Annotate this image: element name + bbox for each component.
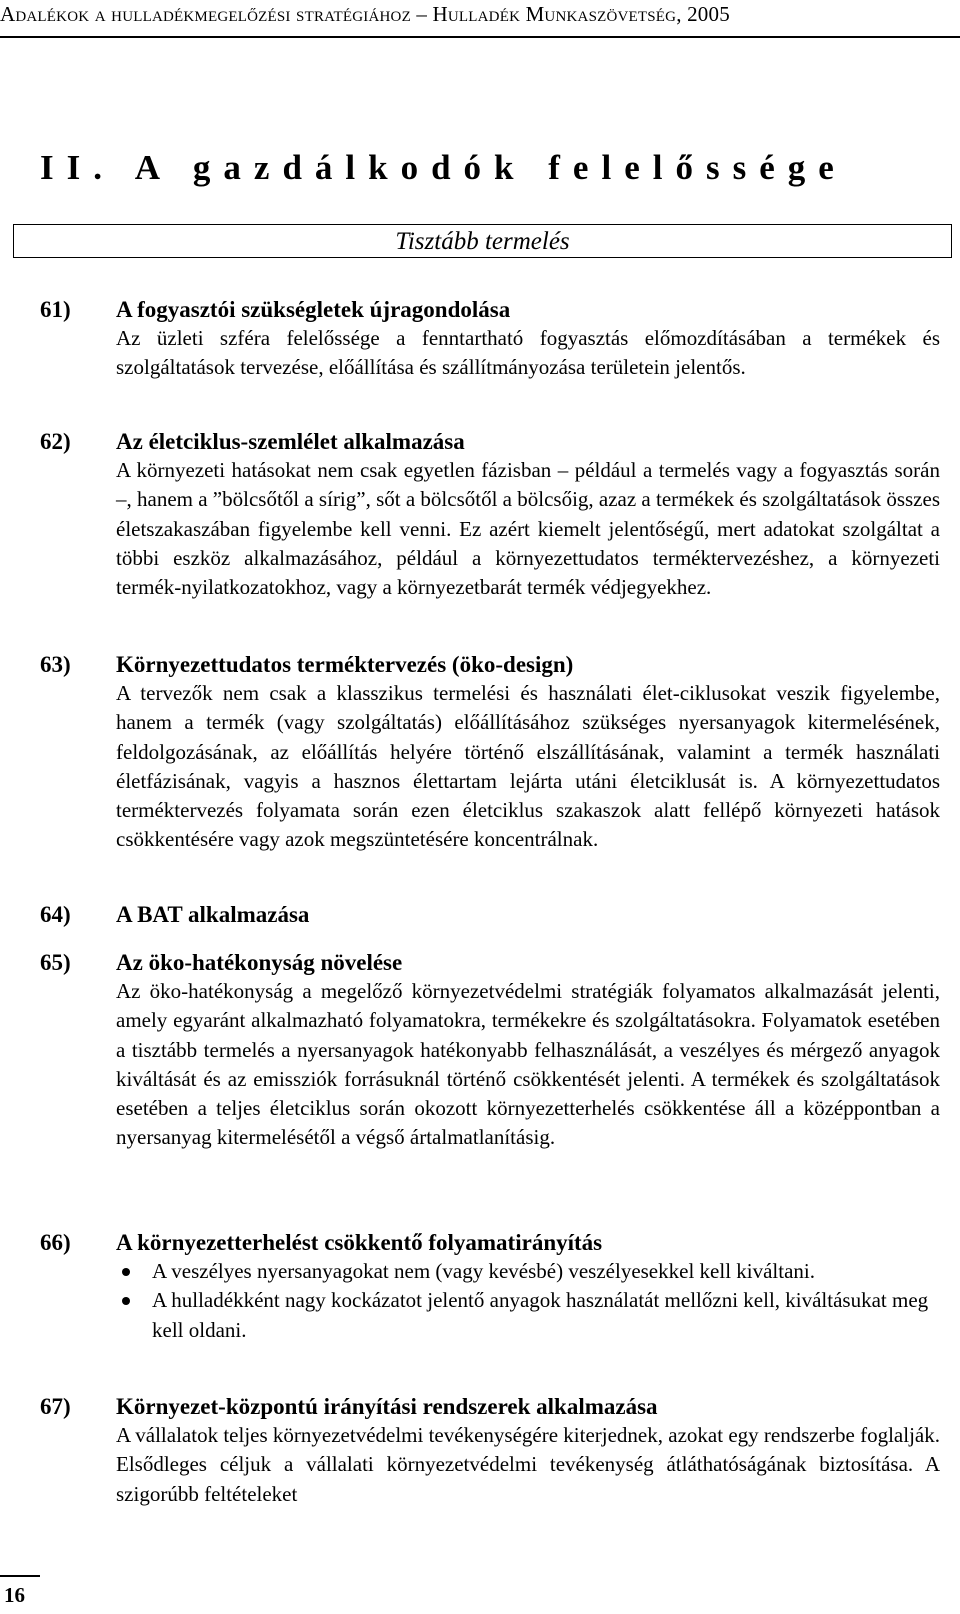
page-number-rule xyxy=(0,1575,40,1577)
item-heading: Az életciklus-szemlélet alkalmazása xyxy=(116,429,465,454)
item-number: 64) xyxy=(40,902,71,927)
item-number: 66) xyxy=(40,1230,71,1255)
section-title: Tisztább termelés xyxy=(395,228,570,255)
item-number: 63) xyxy=(40,652,71,677)
item-text: A vállalatok teljes környezetvédelmi tevékenységére kiterjednek, azokat egy rendszerbe foglalják. Elsődleges céljuk a vállalati környezetvédelmi tevékenység átláthatóságának biztosítása. A szigorúbb feltételeket xyxy=(116,1423,940,1506)
item-62 xyxy=(40,427,940,602)
item-text: Az üzleti szféra felelőssége a fenntartható fogyasztás előmozdításában a termékek és szolgáltatások tervezése, előállítása és szállítmányozása területein jelentős. xyxy=(116,326,940,380)
bullet-icon xyxy=(122,1268,130,1276)
bullet-item xyxy=(116,1257,940,1286)
item-number: 62) xyxy=(40,429,71,454)
item-66 xyxy=(40,1228,940,1345)
page-number: 16 xyxy=(4,1583,25,1607)
item-64 xyxy=(40,900,940,929)
item-heading: A környezetterhelést csökkentő folyamatirányítás xyxy=(116,1230,603,1255)
chapter-title: II. A gazdálkodók felelőssége xyxy=(40,148,847,187)
header-rule xyxy=(0,36,960,38)
item-text: A környezeti hatásokat nem csak egyetlen fázisban – például a termelés vagy a fogyasztás során –, hanem a ”bölcsőtől a sírig”, sőt a bölcsőtől a bölcsőig, azaz a termékek és szolgáltatások összes életszakaszában figyelembe kell venni. Ez azért kiemelt jelentőségű, mert adatokat szolgáltat a többi eszköz alkalmazásához, például a környezettudatos terméktervezéshez, a környezeti termék-nyilatkozatokhoz, vagy a környezetbarát termék védjegyekhez. xyxy=(116,458,940,600)
item-heading: Az öko-hatékonyság növelése xyxy=(116,950,403,975)
item-heading: Környezettudatos terméktervezés (öko-design) xyxy=(116,652,574,677)
item-heading: Környezet-központú irányítási rendszerek alkalmazása xyxy=(116,1394,658,1419)
item-number: 65) xyxy=(40,950,71,975)
bullet-list xyxy=(116,1257,940,1345)
item-text: A tervezők nem csak a klasszikus termelési és használati élet-ciklusokat veszik figyelembe, hanem a termék (vagy szolgáltatás) előállításához szükséges nyersanyagok kitermelésének, feldolgozásának, az előállítás helyére történő elszállításának, valamint a termék használati életfázisának, vagyis a hasznos élettartam lejárta utáni életciklusát is. A környezettudatos terméktervezés folyamata során ezen életciklus szakaszok alatt fellépő környezeti hatások csökkentésére vagy azok megszüntetésére koncentrálnak. xyxy=(116,681,940,852)
bullet-item xyxy=(116,1286,940,1344)
item-number: 67) xyxy=(40,1394,71,1419)
running-header: Adalékok a hulladékmegelőzési stratégiához – Hulladék Munkaszövetség, 2005 xyxy=(0,2,730,26)
item-text: Az öko-hatékonyság a megelőző környezetvédelmi stratégiák folyamatos alkalmazását jelenti, amely egyaránt alkalmazható folyamatokra, termékekre és szolgáltatásokra. Folyamatok esetében a tisztább termelés a nyersanyagok hatékonyabb felhasználását, a veszélyes és mérgező anyagok kiváltását és az emissziók forrásuknál történő csökkentését jelenti. A termékek és szolgáltatások esetében a teljes életciklus során okozott környezetterhelés csökkentése áll a középpontban a nyersanyag kitermelésétől a végső ártalmatlanításig. xyxy=(116,979,940,1150)
item-heading: A fogyasztói szükségletek újragondolása xyxy=(116,297,511,322)
item-heading: A BAT alkalmazása xyxy=(116,902,310,927)
item-67 xyxy=(40,1392,940,1509)
bullet-text: A veszélyes nyersanyagokat nem (vagy kevésbé) veszélyesekkel kell kiváltani. xyxy=(152,1259,816,1284)
section-box xyxy=(13,224,952,258)
item-number: 61) xyxy=(40,297,71,322)
bullet-icon xyxy=(122,1297,130,1305)
item-65 xyxy=(40,948,940,1152)
bullet-text: A hulladékként nagy kockázatot jelentő anyagok használatát mellőzni kell, kiváltásukat meg kell oldani. xyxy=(152,1288,929,1342)
item-61 xyxy=(40,295,940,383)
item-63 xyxy=(40,650,940,854)
